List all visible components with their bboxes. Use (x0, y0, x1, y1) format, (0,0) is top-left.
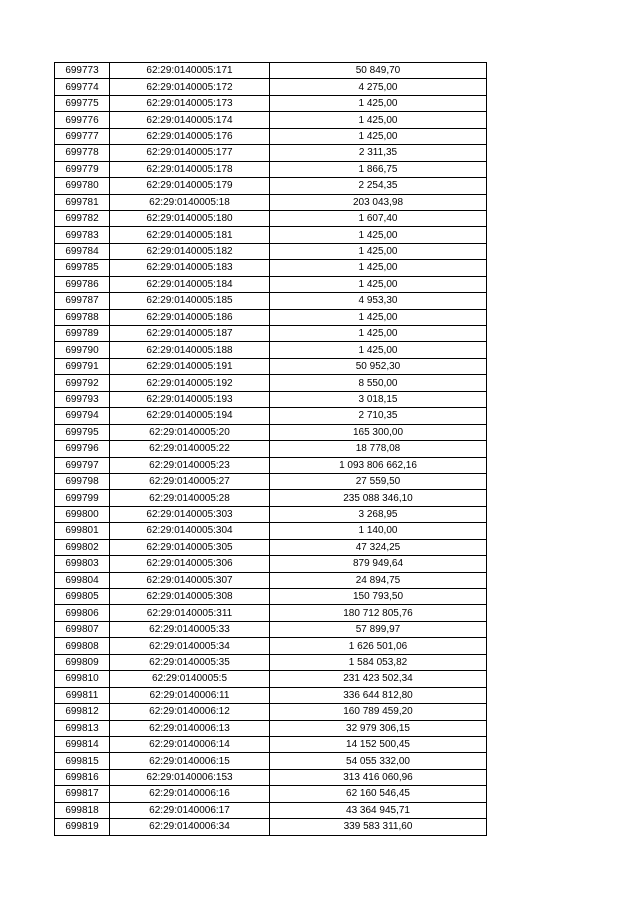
table-row (55, 227, 487, 243)
cadastral-number-cell: 62:29:0140005:18 (110, 194, 270, 210)
value-cell: 2 254,35 (270, 178, 487, 194)
table-row (55, 145, 487, 161)
cadastral-number-cell: 62:29:0140005:180 (110, 210, 270, 226)
cadastral-number-cell: 62:29:0140005:194 (110, 408, 270, 424)
cadastral-number-cell: 62:29:0140006:11 (110, 687, 270, 703)
row-id-cell: 699778 (55, 145, 110, 161)
cadastral-number-cell: 62:29:0140006:15 (110, 753, 270, 769)
cadastral-number-cell: 62:29:0140005:23 (110, 457, 270, 473)
table-row (55, 687, 487, 703)
value-cell: 235 088 346,10 (270, 490, 487, 506)
table-row (55, 309, 487, 325)
cadastral-number-cell: 62:29:0140005:307 (110, 572, 270, 588)
table-row (55, 178, 487, 194)
row-id-cell: 699784 (55, 243, 110, 259)
data-table (54, 62, 487, 836)
cadastral-number-cell: 62:29:0140006:12 (110, 704, 270, 720)
table-row (55, 539, 487, 555)
cadastral-number-cell: 62:29:0140005:191 (110, 358, 270, 374)
value-cell: 1 093 806 662,16 (270, 457, 487, 473)
table-row (55, 457, 487, 473)
table-row (55, 490, 487, 506)
row-id-cell: 699795 (55, 424, 110, 440)
row-id-cell: 699791 (55, 358, 110, 374)
table-row (55, 605, 487, 621)
cadastral-number-cell: 62:29:0140005:20 (110, 424, 270, 440)
value-cell: 231 423 502,34 (270, 671, 487, 687)
cadastral-number-cell: 62:29:0140005:28 (110, 490, 270, 506)
cadastral-number-cell: 62:29:0140005:171 (110, 63, 270, 79)
table-row (55, 79, 487, 95)
cadastral-number-cell: 62:29:0140006:14 (110, 736, 270, 752)
cadastral-number-cell: 62:29:0140005:305 (110, 539, 270, 555)
cadastral-number-cell: 62:29:0140005:183 (110, 260, 270, 276)
cadastral-number-cell: 62:29:0140006:16 (110, 786, 270, 802)
value-cell: 180 712 805,76 (270, 605, 487, 621)
row-id-cell: 699787 (55, 293, 110, 309)
row-id-cell: 699809 (55, 654, 110, 670)
row-id-cell: 699792 (55, 375, 110, 391)
cadastral-number-cell: 62:29:0140006:153 (110, 769, 270, 785)
row-id-cell: 699777 (55, 128, 110, 144)
row-id-cell: 699786 (55, 276, 110, 292)
cadastral-number-cell: 62:29:0140005:5 (110, 671, 270, 687)
table-row (55, 786, 487, 802)
row-id-cell: 699798 (55, 473, 110, 489)
table-row (55, 161, 487, 177)
table-row (55, 704, 487, 720)
row-id-cell: 699774 (55, 79, 110, 95)
cadastral-number-cell: 62:29:0140005:34 (110, 638, 270, 654)
value-cell: 1 425,00 (270, 342, 487, 358)
row-id-cell: 699810 (55, 671, 110, 687)
row-id-cell: 699819 (55, 819, 110, 835)
value-cell: 1 425,00 (270, 260, 487, 276)
value-cell: 150 793,50 (270, 589, 487, 605)
value-cell: 313 416 060,96 (270, 769, 487, 785)
row-id-cell: 699788 (55, 309, 110, 325)
table-row (55, 342, 487, 358)
table-row (55, 621, 487, 637)
value-cell: 1 425,00 (270, 243, 487, 259)
row-id-cell: 699799 (55, 490, 110, 506)
row-id-cell: 699779 (55, 161, 110, 177)
cadastral-number-cell: 62:29:0140005:306 (110, 556, 270, 572)
row-id-cell: 699780 (55, 178, 110, 194)
value-cell: 8 550,00 (270, 375, 487, 391)
value-cell: 1 425,00 (270, 227, 487, 243)
value-cell: 1 140,00 (270, 523, 487, 539)
table-row (55, 391, 487, 407)
value-cell: 336 644 812,80 (270, 687, 487, 703)
value-cell: 27 559,50 (270, 473, 487, 489)
value-cell: 57 899,97 (270, 621, 487, 637)
cadastral-number-cell: 62:29:0140005:178 (110, 161, 270, 177)
cadastral-number-cell: 62:29:0140005:174 (110, 112, 270, 128)
row-id-cell: 699806 (55, 605, 110, 621)
row-id-cell: 699800 (55, 506, 110, 522)
value-cell: 24 894,75 (270, 572, 487, 588)
row-id-cell: 699797 (55, 457, 110, 473)
table-row (55, 506, 487, 522)
value-cell: 2 710,35 (270, 408, 487, 424)
value-cell: 165 300,00 (270, 424, 487, 440)
table-row (55, 326, 487, 342)
value-cell: 1 425,00 (270, 112, 487, 128)
value-cell: 1 607,40 (270, 210, 487, 226)
cadastral-number-cell: 62:29:0140005:182 (110, 243, 270, 259)
value-cell: 1 626 501,06 (270, 638, 487, 654)
table-row (55, 654, 487, 670)
cadastral-number-cell: 62:29:0140005:187 (110, 326, 270, 342)
row-id-cell: 699814 (55, 736, 110, 752)
table-row (55, 441, 487, 457)
value-cell: 50 952,30 (270, 358, 487, 374)
value-cell: 1 425,00 (270, 326, 487, 342)
row-id-cell: 699808 (55, 638, 110, 654)
value-cell: 18 778,08 (270, 441, 487, 457)
table-row (55, 63, 487, 79)
cadastral-number-cell: 62:29:0140005:35 (110, 654, 270, 670)
table-row (55, 638, 487, 654)
table-row (55, 473, 487, 489)
value-cell: 50 849,70 (270, 63, 487, 79)
table-row (55, 736, 487, 752)
table-row (55, 194, 487, 210)
value-cell: 43 364 945,71 (270, 802, 487, 818)
row-id-cell: 699773 (55, 63, 110, 79)
table-row (55, 210, 487, 226)
value-cell: 62 160 546,45 (270, 786, 487, 802)
row-id-cell: 699790 (55, 342, 110, 358)
value-cell: 339 583 311,60 (270, 819, 487, 835)
value-cell: 1 425,00 (270, 95, 487, 111)
table-row (55, 753, 487, 769)
cadastral-number-cell: 62:29:0140006:34 (110, 819, 270, 835)
cadastral-number-cell: 62:29:0140005:303 (110, 506, 270, 522)
row-id-cell: 699807 (55, 621, 110, 637)
table-row (55, 720, 487, 736)
cadastral-number-cell: 62:29:0140005:173 (110, 95, 270, 111)
table-row (55, 128, 487, 144)
value-cell: 1 866,75 (270, 161, 487, 177)
cadastral-number-cell: 62:29:0140005:304 (110, 523, 270, 539)
row-id-cell: 699801 (55, 523, 110, 539)
cadastral-number-cell: 62:29:0140005:179 (110, 178, 270, 194)
row-id-cell: 699804 (55, 572, 110, 588)
row-id-cell: 699776 (55, 112, 110, 128)
value-cell: 4 275,00 (270, 79, 487, 95)
table-row (55, 819, 487, 835)
row-id-cell: 699817 (55, 786, 110, 802)
cadastral-number-cell: 62:29:0140005:181 (110, 227, 270, 243)
row-id-cell: 699782 (55, 210, 110, 226)
value-cell: 1 425,00 (270, 128, 487, 144)
table-row (55, 523, 487, 539)
value-cell: 1 584 053,82 (270, 654, 487, 670)
value-cell: 4 953,30 (270, 293, 487, 309)
row-id-cell: 699816 (55, 769, 110, 785)
cadastral-number-cell: 62:29:0140005:22 (110, 441, 270, 457)
value-cell: 14 152 500,45 (270, 736, 487, 752)
row-id-cell: 699796 (55, 441, 110, 457)
row-id-cell: 699802 (55, 539, 110, 555)
table-row (55, 572, 487, 588)
row-id-cell: 699805 (55, 589, 110, 605)
row-id-cell: 699794 (55, 408, 110, 424)
cadastral-number-cell: 62:29:0140005:185 (110, 293, 270, 309)
table-row (55, 671, 487, 687)
table-row (55, 95, 487, 111)
cadastral-number-cell: 62:29:0140005:193 (110, 391, 270, 407)
table-row (55, 293, 487, 309)
value-cell: 1 425,00 (270, 276, 487, 292)
row-id-cell: 699803 (55, 556, 110, 572)
value-cell: 1 425,00 (270, 309, 487, 325)
table-row (55, 375, 487, 391)
cadastral-number-cell: 62:29:0140005:308 (110, 589, 270, 605)
table-row (55, 802, 487, 818)
cadastral-number-cell: 62:29:0140005:311 (110, 605, 270, 621)
table-row (55, 243, 487, 259)
value-cell: 3 268,95 (270, 506, 487, 522)
table-row (55, 358, 487, 374)
row-id-cell: 699811 (55, 687, 110, 703)
row-id-cell: 699818 (55, 802, 110, 818)
table-row (55, 769, 487, 785)
table-body (55, 63, 487, 836)
value-cell: 54 055 332,00 (270, 753, 487, 769)
row-id-cell: 699783 (55, 227, 110, 243)
value-cell: 203 043,98 (270, 194, 487, 210)
row-id-cell: 699815 (55, 753, 110, 769)
table-row (55, 589, 487, 605)
cadastral-number-cell: 62:29:0140005:27 (110, 473, 270, 489)
table-row (55, 112, 487, 128)
cadastral-number-cell: 62:29:0140006:17 (110, 802, 270, 818)
value-cell: 879 949,64 (270, 556, 487, 572)
cadastral-number-cell: 62:29:0140005:176 (110, 128, 270, 144)
table-row (55, 408, 487, 424)
cadastral-number-cell: 62:29:0140005:186 (110, 309, 270, 325)
table-row (55, 424, 487, 440)
cadastral-number-cell: 62:29:0140005:192 (110, 375, 270, 391)
value-cell: 160 789 459,20 (270, 704, 487, 720)
cadastral-number-cell: 62:29:0140005:172 (110, 79, 270, 95)
value-cell: 2 311,35 (270, 145, 487, 161)
cadastral-number-cell: 62:29:0140006:13 (110, 720, 270, 736)
row-id-cell: 699785 (55, 260, 110, 276)
cadastral-number-cell: 62:29:0140005:188 (110, 342, 270, 358)
value-cell: 47 324,25 (270, 539, 487, 555)
row-id-cell: 699781 (55, 194, 110, 210)
row-id-cell: 699813 (55, 720, 110, 736)
value-cell: 32 979 306,15 (270, 720, 487, 736)
cadastral-number-cell: 62:29:0140005:177 (110, 145, 270, 161)
row-id-cell: 699789 (55, 326, 110, 342)
table-row (55, 556, 487, 572)
table-row (55, 276, 487, 292)
value-cell: 3 018,15 (270, 391, 487, 407)
row-id-cell: 699812 (55, 704, 110, 720)
cadastral-number-cell: 62:29:0140005:184 (110, 276, 270, 292)
table-row (55, 260, 487, 276)
row-id-cell: 699775 (55, 95, 110, 111)
row-id-cell: 699793 (55, 391, 110, 407)
cadastral-number-cell: 62:29:0140005:33 (110, 621, 270, 637)
